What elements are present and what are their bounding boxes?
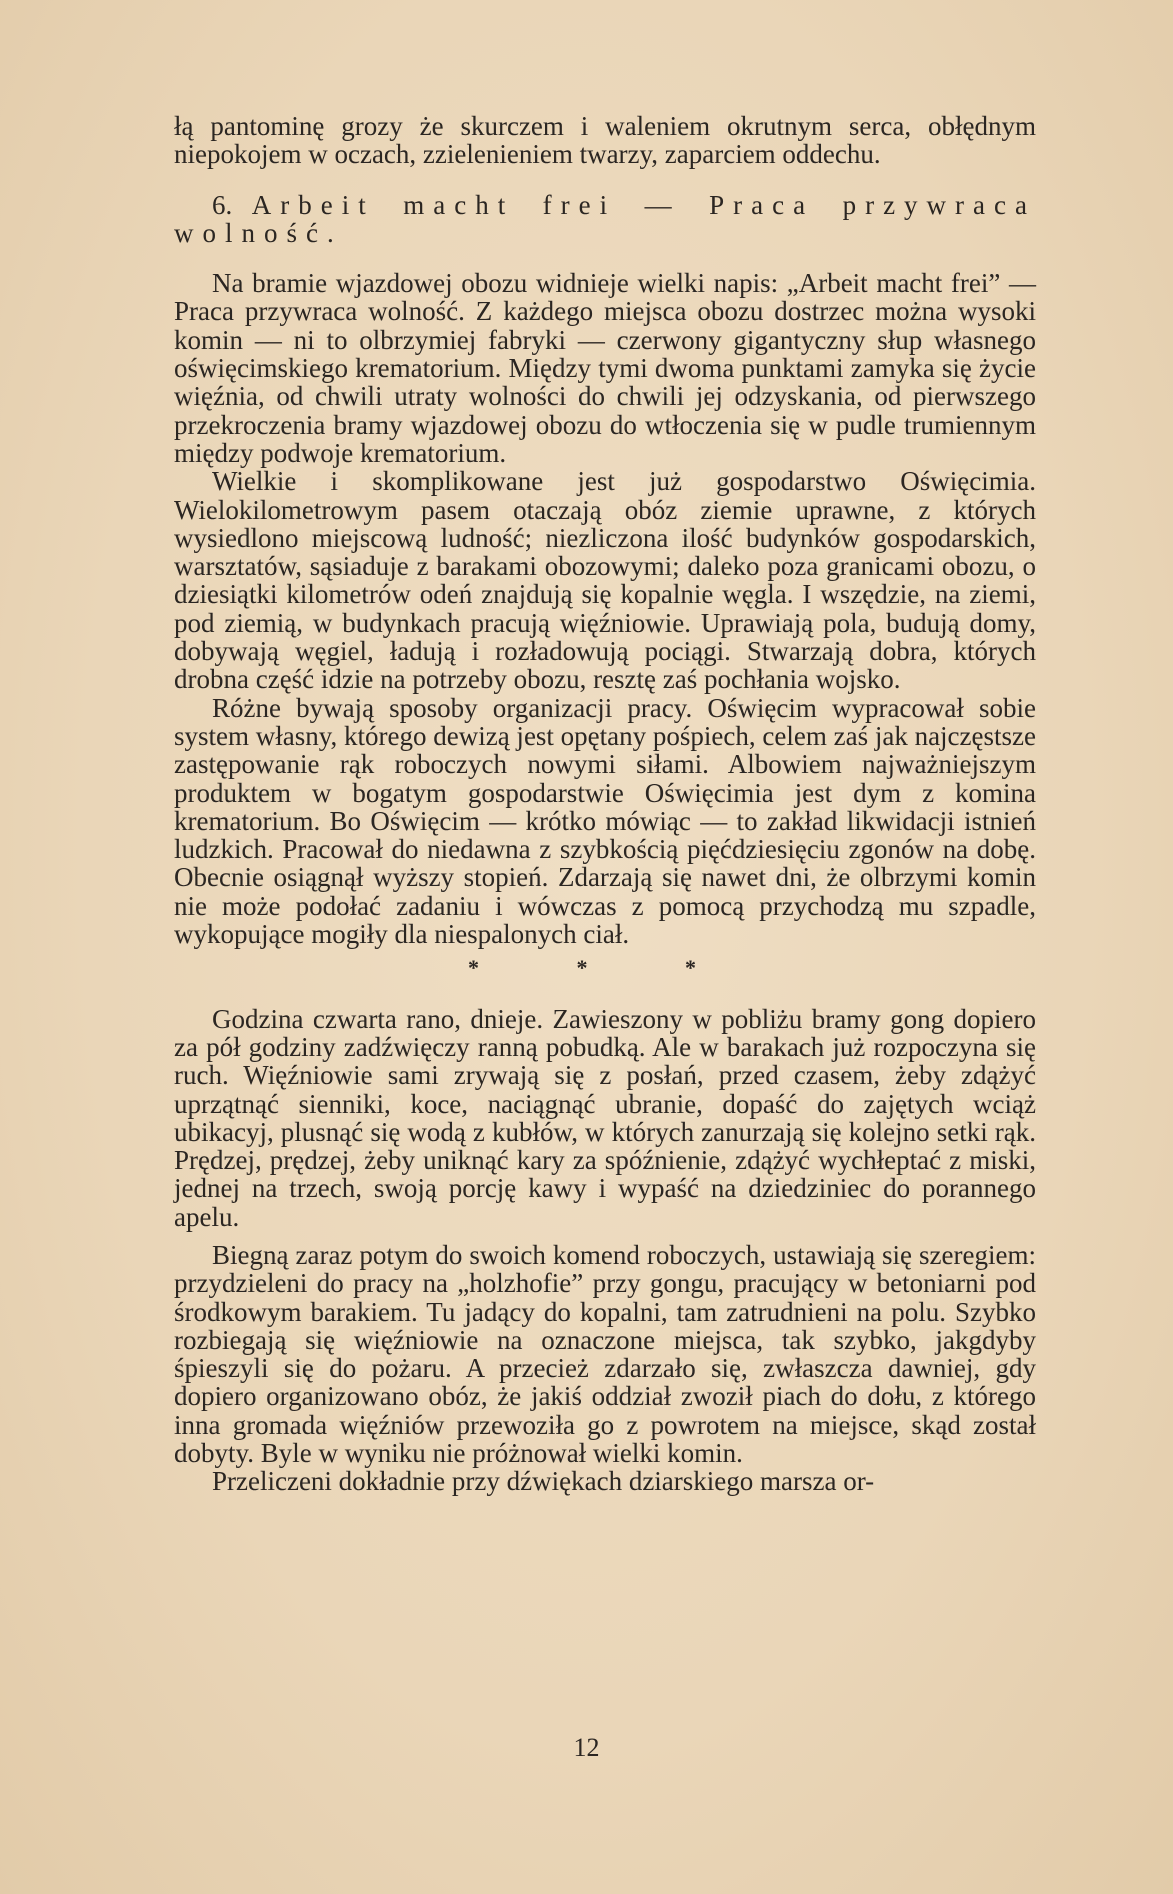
intro-continuation: łą pantominę grozy że skurczem i waleniem okrutnym serca, obłędnym niepokojem w oczach, zzielenieniem twarzy, zaparciem oddechu. (174, 111, 1036, 170)
paragraph: Biegną zaraz potym do swoich komend roboczych, ustawiają się szeregiem: przydzieleni do pracy na „holzhofie” przy gongu, pracujący w betoniarni pod środkowym barakiem. Tu jadący do kopalni, tam zatrudnieni na polu. Szybko rozbiegają się więźniowie na oznaczone miejsca, tak szybko, jakgdyby śpieszyli się do pożaru. A przecież zdarzało się, zwłaszcza dawniej, gdy dopiero organizowano obóz, że jakiś oddział zwoził piach do dołu, z którego inna gromada więźniów przewoziła go z powrotem na miejsce, skąd został dobyty. Byle w wyniku nie próżnował wielki komin. (174, 1239, 1036, 1469)
paragraph: Wielkie i skomplikowane jest już gospodarstwo Oświęcimia. Wielokilometrowym pasem otaczają obóz ziemie uprawne, z których wysiedlono miejscową ludność; niezliczona ilość budynków gospodarskich, warsztatów, sąsiaduje z barakami obozowymi; daleko poza granicami obozu, o dziesiątki kilometrów odeń znajdują się kopalnie węgla. I wszędzie, na ziemi, pod ziemią, w budynkach pracują więźniowie. Uprawiają pola, budują domy, dobywają węgiel, ładują i rozładowują pociągi. Stwarzają dobra, których drobna część idzie na potrzeby obozu, resztę zaś pochłania wojsko. (174, 466, 1036, 695)
page-number: 12 (573, 1733, 600, 1762)
paragraph: Przeliczeni dokładnie przy dźwiękach dziarskiego marsza or- (212, 1466, 875, 1497)
section-separator: * * * (468, 955, 742, 981)
paragraph: Różne bywają sposoby organizacji pracy. Oświęcim wypracował sobie system własny, którego dewizą jest opętany pośpiech, celem zaś jak najczęstsze zastępowanie rąk roboczych nowymi siłami. Albowiem najważniejszym produktem w bogatym gospodarstwie Oświęcimia jest dym z komina krematorium. Bo Oświęcim — krótko mówiąc — to zakład likwidacji istnień ludzkich. Pracował do niedawna z szybkością pięćdziesięciu zgonów na dobę. Obecnie osiągnął wyższy stopień. Zdarzają się nawet dni, że olbrzymi komin nie może podołać zadaniu i wówczas z pomocą przychodzą mu szpadle, wykopujące mogiły dla niespalonych ciał. (174, 692, 1036, 950)
section-heading (174, 191, 1036, 248)
section-title: Arbeit macht frei — Praca przywraca wolność. (174, 189, 1037, 248)
paragraph: Na bramie wjazdowej obozu widnieje wielki napis: „Arbeit macht frei” — Praca przywraca wolność. Z każdego miejsca obozu dostrzec można wysoki komin — ni to olbrzymiej fabryki — czerwony gigantyczny słup własnego oświęcimskiego krematorium. Między tymi dwoma punktami zamyka się życie więźnia, od chwili utraty wolności do chwili jej odzyskania, od pierwszego przekroczenia bramy wjazdowej obozu do wtłoczenia się w pudle trumiennym między podwoje krematorium. (174, 268, 1036, 468)
section-number: 6. (212, 189, 233, 220)
page-text (174, 112, 1036, 1496)
paragraph: Godzina czwarta rano, dnieje. Zawieszony w pobliżu bramy gong dopiero za pół godziny zadźwięczy ranną pobudką. Ale w barakach już rozpoczyna się ruch. Więźniowie sami zrywają się z posłań, przed czasem, żeby zdążyć uprzątnąć sienniki, koce, naciągnąć ubranie, dopaść do zajętych wciąż ubikacyj, plusnąć się wodą z kubłów, w których zanurzają się kolejno setki rąk. Prędzej, prędzej, żeby uniknąć kary za spóźnienie, zdążyć wychłeptać z miski, jednej na trzech, swoją porcję kawy i wypaść na dziedziniec do porannego apelu. (174, 1003, 1036, 1232)
